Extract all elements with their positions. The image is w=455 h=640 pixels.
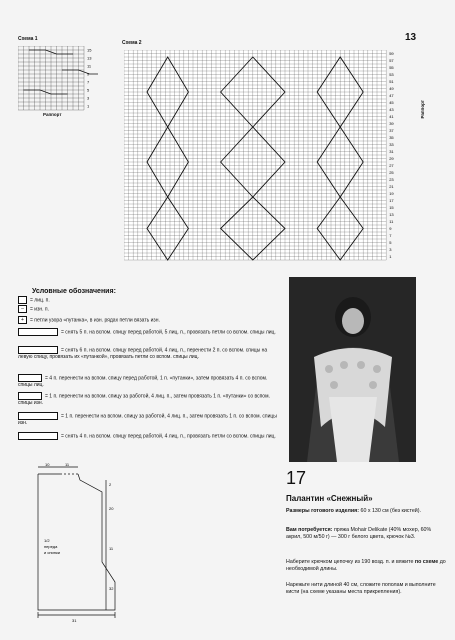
scheme2-row-number: 15: [389, 205, 394, 210]
legend-item: [18, 346, 283, 360]
legend-text: = петли узора «путанка», в изн. рядах петли вязать изн.: [30, 317, 160, 324]
scheme1-row-number: 7: [87, 79, 90, 85]
scheme1-row-number: 15: [87, 47, 92, 53]
scheme2-title: Схема 2: [122, 40, 142, 46]
legend-text: = 1 п. перенести на вспом. спицу за работой, 4 лиц. п., затем провязать 1 п. «путанки» со вспом. спицы изн.: [18, 393, 270, 406]
pattern-diagram: [20, 462, 140, 622]
scheme1-row-number: 5: [87, 87, 90, 93]
scheme2-row-number: 31: [389, 149, 394, 154]
diagram-label-3: и спинки: [44, 550, 60, 555]
bottom-width: 31: [72, 618, 77, 622]
side-size-4: 32: [109, 586, 114, 591]
scheme1-row-number: 13: [87, 55, 92, 61]
side-size-1: 2: [109, 482, 112, 487]
scheme2-row-number: 9: [389, 226, 392, 231]
scheme2-row-number: 59: [389, 51, 394, 56]
scheme2-row-number: 43: [389, 107, 394, 112]
legend-text: = снять 5 п. на вспом. спицу перед работой, 5 лиц. п., провязать петли со вспом. спицы лиц.: [61, 329, 276, 336]
scheme2-row-number: 13: [389, 212, 394, 217]
width-top-2: 11: [65, 462, 70, 467]
scheme2-row-number: 29: [389, 156, 394, 161]
recipe-paragraph-1: [286, 559, 446, 573]
recipe-paragraph-2: Нарежьте нити длиной 40 см, сложите пополам и выполните кисти (на схеме указаны места прикрепления).: [286, 582, 436, 595]
scheme2-row-number: 51: [389, 79, 394, 84]
recipe-title: Палантин «Снежный»: [286, 494, 373, 503]
side-size-2: 20: [109, 506, 114, 511]
diagram-label-1: 1/2: [44, 538, 50, 543]
recipe-materials: [286, 527, 446, 541]
legend-symbol: +: [18, 316, 27, 324]
legend-symbol: [18, 392, 42, 400]
legend-item: [18, 432, 283, 440]
recipe-size: [286, 508, 446, 515]
legend-text: = снять 4 п. на вспом. спицу перед работой, 4 лиц. п., провязать петли со вспом. спицы лиц.: [61, 433, 276, 440]
side-size-3: 11: [109, 546, 114, 551]
scheme2-row-number: 39: [389, 121, 394, 126]
scheme2-row-number: 45: [389, 100, 394, 105]
legend-symbol: [18, 412, 58, 420]
legend-item: [18, 305, 283, 313]
model-with-shawl-image: [289, 277, 416, 462]
legend-item: [18, 374, 283, 388]
scheme1-row-number: 9: [87, 71, 90, 77]
scheme1-repeat-label: Раппорт: [43, 112, 62, 117]
legend-text: = изн. п.: [30, 306, 50, 313]
scheme2-row-number: 11: [389, 219, 394, 224]
size-label: Размеры готового изделия:: [286, 508, 360, 514]
materials-text: пряжа Mohair Delikate (40% мохер, 60% акрил, 500 м/50 г) — 300 г белого цвета, крючок №3.: [286, 527, 432, 540]
scheme2-row-number: 3: [389, 247, 392, 252]
scheme2-row-number: 35: [389, 135, 394, 140]
legend-title: Условные обозначения:: [32, 288, 116, 295]
scheme2-row-number: 23: [389, 177, 394, 182]
para1-bold: по схеме: [414, 559, 439, 565]
scheme2-row-number: 17: [389, 198, 394, 203]
scheme2-row-number: 57: [389, 58, 394, 63]
scheme2-row-number: 19: [389, 191, 394, 196]
width-top-1: 10: [45, 462, 50, 467]
legend-item: [18, 412, 283, 426]
legend-text: = 1 п. перенести на вспом. спицу за работой, 4 лиц. п., затем провязать 1 п. со вспом. спицы изн.: [18, 413, 277, 426]
size-text: 60 х 130 см (без кистей).: [360, 508, 421, 514]
model-photo: [289, 277, 416, 462]
legend-symbol: [18, 432, 58, 440]
scheme2-row-number: 53: [389, 72, 394, 77]
legend-symbol: [18, 374, 42, 382]
legend-symbol: [18, 296, 27, 304]
scheme2-repeat-label: Раппорт: [420, 100, 425, 119]
scheme2-row-number: 55: [389, 65, 394, 70]
scheme2-row-number: 41: [389, 114, 394, 119]
para1-text: Наберите крючком цепочку из 190 возд. п. и вяжите: [286, 559, 414, 565]
scheme2-row-number: 33: [389, 142, 394, 147]
scheme2-row-number: 25: [389, 170, 394, 175]
legend-symbol: –: [18, 305, 27, 313]
legend-text: = лиц. п.: [30, 297, 50, 304]
scheme1-row-number: 3: [87, 95, 90, 101]
page-number: 13: [405, 32, 417, 43]
scheme2-row-number: 21: [389, 184, 394, 189]
legend-item: [18, 328, 283, 336]
scheme2-grid: [124, 50, 414, 270]
scheme2-row-number: 5: [389, 240, 392, 245]
materials-label: Вам потребуется:: [286, 527, 333, 533]
scheme2-row-number: 1: [389, 254, 392, 259]
legend-text: = 4 п. перенести на вспом. спицу перед работой, 1 п. «путанки», затем провязать 4 п. со вспом. спицы лиц.: [18, 375, 268, 388]
legend-item: [18, 296, 283, 304]
legend-item: [18, 392, 283, 406]
legend-symbol: [18, 328, 58, 336]
scheme1-row-number: 1: [87, 103, 90, 109]
scheme1-title: Схема 1: [18, 36, 38, 42]
scheme2-row-number: 7: [389, 233, 392, 238]
scheme1-row-number: 11: [87, 63, 92, 69]
legend-symbol: [18, 346, 58, 354]
diagram-label-2: переда: [44, 544, 58, 549]
recipe-number: 17: [286, 468, 307, 488]
scheme2-row-number: 49: [389, 86, 394, 91]
scheme2-row-number: 27: [389, 163, 394, 168]
scheme2-row-number: 47: [389, 93, 394, 98]
legend-text: = снять 6 п. на вспом. спицу перед работой, 4 лиц. п., перенести 2 п. со вспом. спицы на левую спицу, провязать их «путанкой», провязать петли со вспом. спицы лиц.: [18, 347, 268, 360]
scheme2-row-number: 37: [389, 128, 394, 133]
scheme1-grid: [18, 46, 98, 114]
para1-end: до необходимой длины.: [286, 559, 446, 572]
legend-item: [18, 316, 283, 324]
